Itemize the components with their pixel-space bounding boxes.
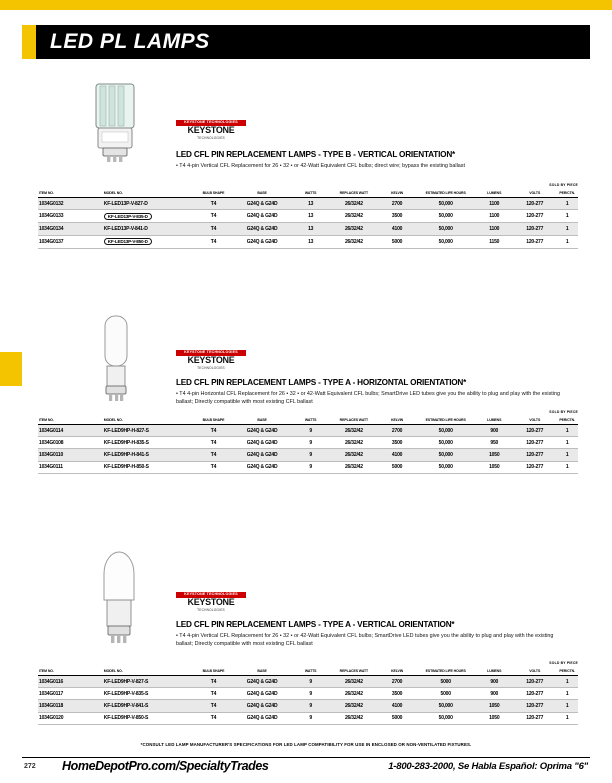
col-model-no: MODEL NO. [103,190,195,198]
cell-watts: 13 [292,235,330,248]
cell-life: 50,000 [416,223,475,235]
col-base: BASE [232,417,291,425]
cell-lumens: 1100 [475,223,513,235]
table-row[interactable] [38,449,578,461]
cell-lumens: 1150 [475,235,513,248]
cell-life: 50,000 [416,425,475,437]
cell-watts: 9 [292,425,330,437]
sold-by-label-1: SOLD BY PIECE [549,183,578,187]
cell-kelvin: 4100 [378,223,416,235]
brand-name-label: KEYSTONE [187,354,235,365]
keystone-logo-3 [176,592,246,612]
cell-replaces: 26/32/42 [330,700,379,712]
cell-per: 1 [556,198,578,210]
cell-per: 1 [556,223,578,235]
col-model-no: MODEL NO. [103,668,195,676]
cell-volts: 120-277 [513,437,556,449]
table-row[interactable] [38,235,578,248]
cell-life: 50,000 [416,712,475,724]
spec-table-type-a-vertical [38,668,578,725]
table-row[interactable] [38,676,578,688]
cell-base: G24Q & G24D [232,688,291,700]
cell-model-no: KF-LED13P-V-841-D [103,223,195,235]
table-row[interactable] [38,688,578,700]
cell-base: G24Q & G24D [232,700,291,712]
cell-item-no: 1034G0132 [38,198,103,210]
col-lumens: LUMENS [475,417,513,425]
cell-kelvin: 5000 [378,461,416,473]
table-header-row [38,417,578,425]
col-lumens: LUMENS [475,668,513,676]
page-header [22,25,590,59]
lamp-image-type-b-vertical [78,78,152,164]
cell-replaces: 26/32/42 [330,449,379,461]
table-row[interactable] [38,210,578,223]
cell-kelvin: 2700 [378,198,416,210]
cell-per: 1 [556,461,578,473]
table-body-2 [38,425,578,474]
cell-model-no: KF-LED9HP-H-841-S [103,449,195,461]
cell-replaces: 26/32/42 [330,676,379,688]
cell-volts: 120-277 [513,700,556,712]
cell-lumens: 1100 [475,198,513,210]
cell-bulb: T4 [195,425,233,437]
cell-replaces: 26/32/42 [330,223,379,235]
cell-lumens: 1050 [475,712,513,724]
cell-bulb: T4 [195,235,233,248]
brand-tagline-label: TECHNOLOGIES [197,135,225,140]
cell-base: G24Q & G24D [232,712,291,724]
cell-item-no: 1034G0118 [38,700,103,712]
cell-lumens: 900 [475,688,513,700]
cell-replaces: 26/32/42 [330,712,379,724]
col-item-no: ITEM NO. [38,190,103,198]
col-item-no: ITEM NO. [38,668,103,676]
table-row[interactable] [38,437,578,449]
col-watts: WATTS [292,417,330,425]
col-bulb-shape: BULB SHAPE [195,190,233,198]
col-replaces-watt: REPLACES WATT [330,668,379,676]
cell-lumens: 1050 [475,449,513,461]
lamp-image-type-a-horizontal [88,312,144,404]
brand-top-label: KEYSTONE TECHNOLOGIES [176,120,246,126]
col-watts: WATTS [292,668,330,676]
cell-model-no: KF-LED13P-V-827-D [103,198,195,210]
cell-per: 1 [556,676,578,688]
section-body-1: • T4 4-pin Vertical CFL Replacement for 26 • 32 • or 42-Watt Equivalent CFL bulbs; direct wire; bypass the existing ballast [176,163,466,169]
brand-name-label: KEYSTONE [187,596,235,607]
col-per-ctn: PER/CTN. [556,417,578,425]
cell-kelvin: 4100 [378,449,416,461]
section-heading-3: LED CFL PIN REPLACEMENT LAMPS - TYPE A - VERTICAL ORIENTATION* [176,620,455,629]
cell-life: 5000 [416,688,475,700]
table-row[interactable] [38,198,578,210]
cell-bulb: T4 [195,210,233,223]
col-kelvin: KELVIN [378,417,416,425]
keystone-logo-1 [176,120,246,140]
cell-life: 50,000 [416,198,475,210]
col-volts: VOLTS [513,668,556,676]
cell-base: G24Q & G24D [232,676,291,688]
cell-per: 1 [556,210,578,223]
cell-volts: 120-277 [513,461,556,473]
cell-kelvin: 5000 [378,712,416,724]
col-watts: WATTS [292,190,330,198]
cell-watts: 9 [292,461,330,473]
section-blurb-1 [176,150,562,170]
cell-per: 1 [556,688,578,700]
cell-bulb: T4 [195,712,233,724]
cell-volts: 120-277 [513,688,556,700]
keystone-logo-2 [176,350,246,370]
table-row[interactable] [38,700,578,712]
cell-lumens: 900 [475,425,513,437]
cell-kelvin: 4100 [378,700,416,712]
cell-per: 1 [556,437,578,449]
cell-model-no: KF-LED9HP-V-850-S [103,712,195,724]
page-title: LED PL LAMPS [50,30,210,53]
cell-replaces: 26/32/42 [330,210,379,223]
table-body-1 [38,198,578,249]
footer-phone[interactable]: 1-800-283-2000, Se Habla Español: Oprima "6" [388,761,588,772]
col-life-hours: ESTIMATED LIFE HOURS [416,668,475,676]
cell-lumens: 1100 [475,210,513,223]
section-blurb-3 [176,620,562,649]
cell-life: 50,000 [416,437,475,449]
table-row[interactable] [38,712,578,724]
cell-bulb: T4 [195,449,233,461]
cell-volts: 120-277 [513,223,556,235]
brand-name-label: KEYSTONE [187,124,235,135]
cell-item-no: 1034G0110 [38,449,103,461]
cell-base: G24Q & G24D [232,425,291,437]
cell-item-no: 1034G0114 [38,425,103,437]
cell-model-no: KF-LED9HP-V-841-S [103,700,195,712]
col-life-hours: ESTIMATED LIFE HOURS [416,417,475,425]
table-row[interactable] [38,223,578,235]
cell-volts: 120-277 [513,449,556,461]
cell-life: 50,000 [416,700,475,712]
cell-bulb: T4 [195,223,233,235]
cell-base: G24Q & G24D [232,223,291,235]
cell-kelvin: 2700 [378,425,416,437]
page-number: 272 [24,763,36,770]
lamp-image-type-a-vertical [88,548,150,648]
cell-model-no: KF-LED9HP-V-835-S [103,688,195,700]
cell-base: G24Q & G24D [232,437,291,449]
cell-bulb: T4 [195,461,233,473]
sold-by-label-2: SOLD BY PIECE [549,410,578,414]
cell-item-no: 1034G0120 [38,712,103,724]
col-kelvin: KELVIN [378,668,416,676]
cell-watts: 13 [292,198,330,210]
cell-bulb: T4 [195,700,233,712]
cell-model-no [103,235,195,248]
col-base: BASE [232,190,291,198]
section-heading-2: LED CFL PIN REPLACEMENT LAMPS - TYPE A - HORIZONTAL ORIENTATION* [176,378,467,387]
section-body-2: • T4 4-pin Horizontal CFL Replacement for 26 • 32 • or 42-Watt Equivalent CFL bulbs; SmartDrive LED tubes give you the ability to plug and play with the existing ballast; Directly compatible with most existing CFL ballast [176,391,560,406]
cell-life: 50,000 [416,449,475,461]
table-row[interactable] [38,461,578,473]
col-base: BASE [232,668,291,676]
cell-model-no: KF-LED9HP-H-827-S [103,425,195,437]
cell-base: G24Q & G24D [232,461,291,473]
cell-base: G24Q & G24D [232,235,291,248]
cell-item-no: 1034G0116 [38,676,103,688]
cell-bulb: T4 [195,676,233,688]
cell-watts: 9 [292,437,330,449]
cell-kelvin: 3500 [378,688,416,700]
cell-life: 5000 [416,676,475,688]
cell-item-no: 1034G0108 [38,437,103,449]
sold-by-label-3: SOLD BY PIECE [549,661,578,665]
cell-item-no: 1034G0133 [38,210,103,223]
brand-top-label: KEYSTONE TECHNOLOGIES [176,592,246,598]
cell-bulb: T4 [195,688,233,700]
col-volts: VOLTS [513,190,556,198]
cell-model-no: KF-LED9HP-H-835-S [103,437,195,449]
cell-kelvin: 2700 [378,676,416,688]
col-replaces-watt: REPLACES WATT [330,190,379,198]
cell-volts: 120-277 [513,425,556,437]
cell-kelvin: 5000 [378,235,416,248]
cell-watts: 9 [292,700,330,712]
cell-watts: 9 [292,688,330,700]
cell-watts: 13 [292,210,330,223]
cell-volts: 120-277 [513,198,556,210]
cell-item-no: 1034G0137 [38,235,103,248]
table-row[interactable] [38,425,578,437]
cell-base: G24Q & G24D [232,198,291,210]
footer-website[interactable]: HomeDepotPro.com/SpecialtyTrades [62,759,269,773]
cell-kelvin: 3500 [378,210,416,223]
table-body-3 [38,676,578,725]
cell-model-no: KF-LED9HP-H-850-S [103,461,195,473]
cell-replaces: 26/32/42 [330,461,379,473]
spec-table-type-b-vertical [38,190,578,249]
cell-lumens: 950 [475,437,513,449]
cell-watts: 13 [292,223,330,235]
brand-tagline-label: TECHNOLOGIES [197,365,225,370]
col-bulb-shape: BULB SHAPE [195,417,233,425]
cell-watts: 9 [292,676,330,688]
header-accent-bar [22,25,36,59]
cell-per: 1 [556,700,578,712]
model-badge: KF-LED13P-V-850-D [104,238,152,245]
section-tab [0,352,22,386]
cell-replaces: 26/32/42 [330,688,379,700]
col-per-ctn: PER/CTN. [556,190,578,198]
cell-lumens: 900 [475,676,513,688]
cell-replaces: 26/32/42 [330,425,379,437]
cell-item-no: 1034G0134 [38,223,103,235]
section-blurb-2 [176,378,562,407]
col-replaces-watt: REPLACES WATT [330,417,379,425]
cell-per: 1 [556,712,578,724]
cell-life: 50,000 [416,235,475,248]
cell-life: 50,000 [416,210,475,223]
cell-volts: 120-277 [513,712,556,724]
cell-per: 1 [556,449,578,461]
cell-kelvin: 3500 [378,437,416,449]
cell-bulb: T4 [195,437,233,449]
cell-item-no: 1034G0111 [38,461,103,473]
col-item-no: ITEM NO. [38,417,103,425]
cell-replaces: 26/32/42 [330,198,379,210]
col-kelvin: KELVIN [378,190,416,198]
col-per-ctn: PER/CTN. [556,668,578,676]
footnote: *CONSULT LED LAMP MANUFACTURER'S SPECIFICATIONS FOR LED LAMP COMPATIBILITY FOR USE IN ENCLOSED OR NON-VENTILATED FIXTURES. [140,742,472,747]
brand-tagline-label: TECHNOLOGIES [197,607,225,612]
brand-top-label: KEYSTONE TECHNOLOGIES [176,350,246,356]
col-model-no: MODEL NO. [103,417,195,425]
cell-base: G24Q & G24D [232,449,291,461]
cell-volts: 120-277 [513,676,556,688]
cell-item-no: 1034G0117 [38,688,103,700]
top-accent-rule [0,0,612,10]
col-lumens: LUMENS [475,190,513,198]
cell-lumens: 1050 [475,461,513,473]
cell-watts: 9 [292,449,330,461]
cell-watts: 9 [292,712,330,724]
cell-replaces: 26/32/42 [330,437,379,449]
section-heading-1: LED CFL PIN REPLACEMENT LAMPS - TYPE B - VERTICAL ORIENTATION* [176,150,456,159]
cell-life: 50,000 [416,461,475,473]
cell-volts: 120-277 [513,210,556,223]
cell-volts: 120-277 [513,235,556,248]
table-header-row [38,668,578,676]
spec-table-type-a-horizontal [38,417,578,474]
cell-per: 1 [556,235,578,248]
cell-per: 1 [556,425,578,437]
col-life-hours: ESTIMATED LIFE HOURS [416,190,475,198]
cell-model-no [103,210,195,223]
cell-lumens: 1050 [475,700,513,712]
model-badge: KF-LED13P-V-835-D [104,213,152,220]
cell-replaces: 26/32/42 [330,235,379,248]
cell-base: G24Q & G24D [232,210,291,223]
col-volts: VOLTS [513,417,556,425]
cell-model-no: KF-LED9HP-V-827-S [103,676,195,688]
table-header-row [38,190,578,198]
cell-bulb: T4 [195,198,233,210]
footer-divider [22,757,590,758]
section-body-3: • T4 4-pin Vertical CFL Replacement for 26 • 32 • or 42-Watt Equivalent CFL bulbs; SmartDrive LED tubes give you the ability to plug and play with the existing ballast; Directly compatible with most existing CFL ballast [176,633,554,648]
col-bulb-shape: BULB SHAPE [195,668,233,676]
